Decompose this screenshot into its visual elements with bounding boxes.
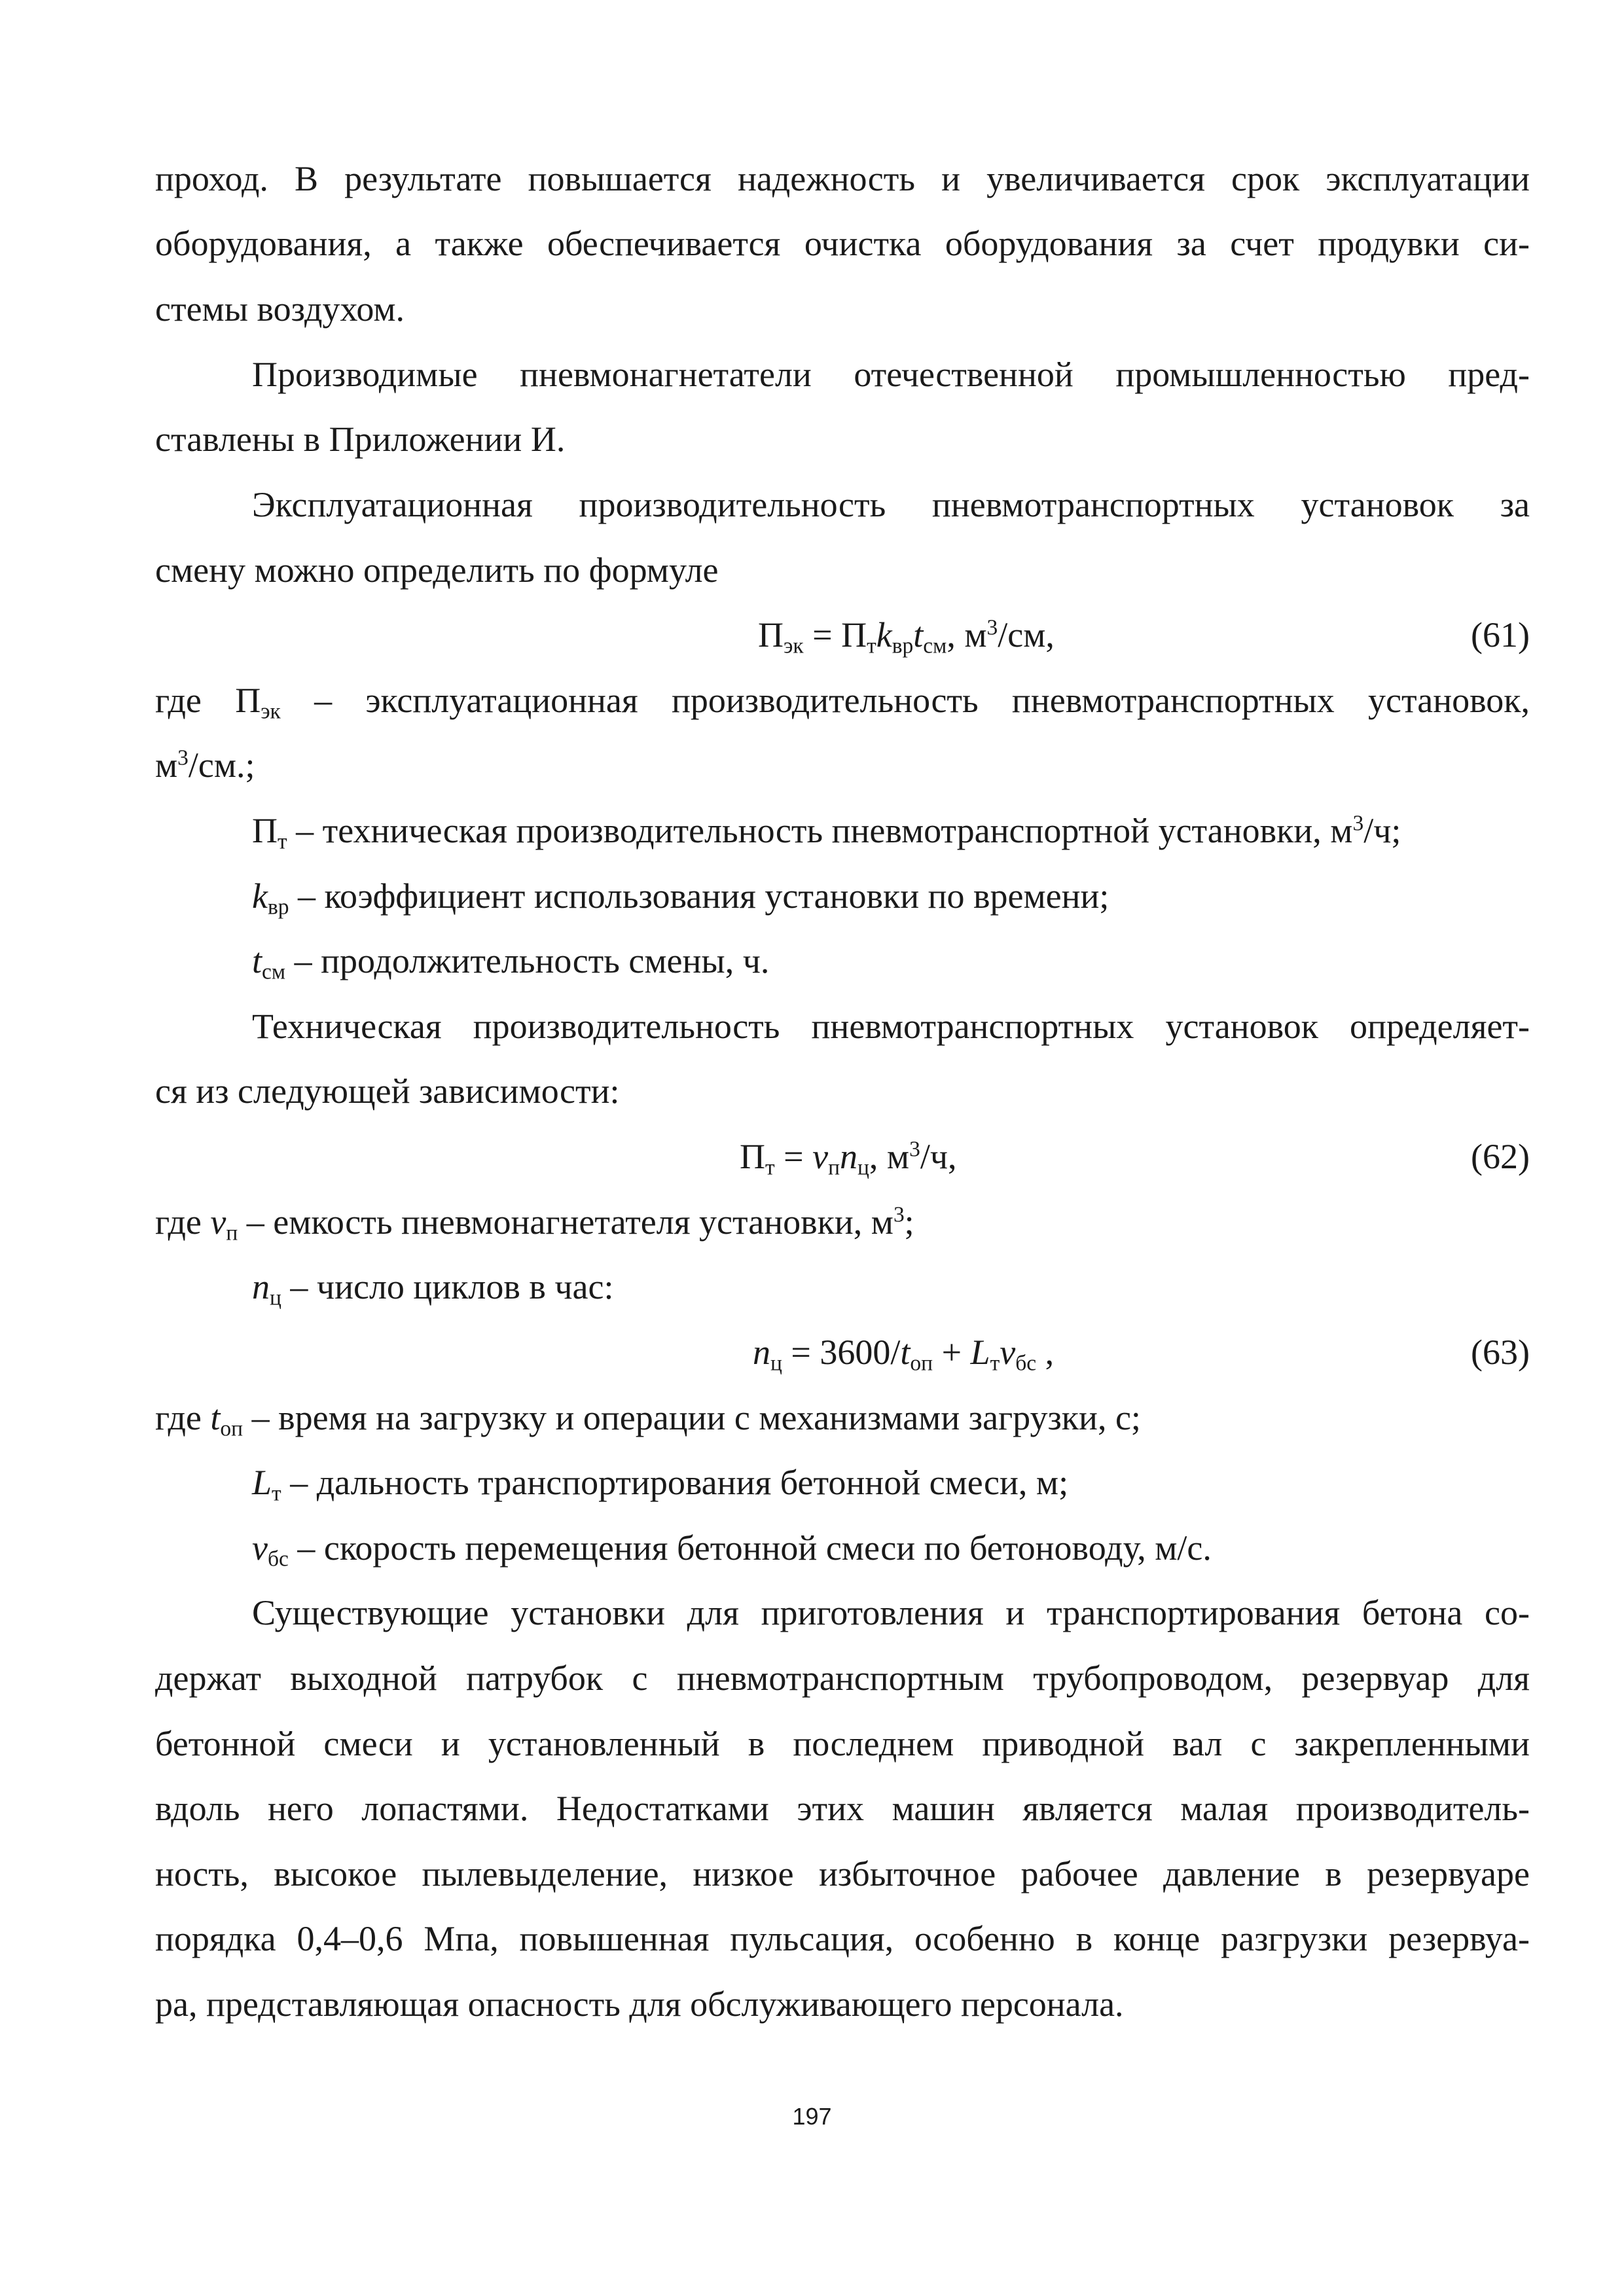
definition-pek: где $П_{эк}$ – эксплуатационная производительность пневмотранспортных установок, (155, 681, 1530, 724)
equation-63-number: (63) (1471, 1333, 1530, 1372)
paragraph-3-line-2: смену можно определить по формуле (155, 550, 719, 590)
definition-tsm: $t_{см}$ – продолжительность смены, ч. (252, 941, 770, 984)
definition-pek-cont: $м^3/см$.; (155, 745, 255, 785)
paragraph-1-line-1: проход. В результате повышается надежность и увеличивается срок эксплуатации (155, 159, 1530, 198)
paragraph-2-line-2: ставлены в Приложении И. (155, 420, 566, 459)
paragraph-5-line-5: ность, высокое пылевыделение, низкое избыточное рабочее давление в резервуаре (155, 1854, 1530, 1893)
paragraph-5-line-1: Существующие установки для приготовления и транспортирования бетона со- (252, 1593, 1530, 1632)
paragraph-1-line-2: оборудования, а также обеспечивается очистка оборудования за счет продувки си- (155, 224, 1530, 263)
definition-lt: $L_т$ – дальность транспортирования бетонной смеси, м; (252, 1463, 1069, 1506)
paragraph-3-line-1: Эксплуатационная производительность пневмотранспортных установок за (252, 485, 1530, 524)
paragraph-5-line-7: ра, представляющая опасность для обслуживающего персонала. (155, 1984, 1124, 2024)
definition-pt: $П_т$ – техническая производительность пневмотранспортной установки, $м^3/ч$; (252, 811, 1401, 854)
paragraph-5-line-6: порядка 0,4–0,6 Мпа, повышенная пульсация, особенно в конце разгрузки резервуа- (155, 1919, 1530, 1958)
equation-62-number: (62) (1471, 1137, 1530, 1176)
paragraph-2-line-1: Производимые пневмонагнетатели отечественной промышленностью пред- (252, 355, 1530, 394)
paragraph-4-line-2: ся из следующей зависимости: (155, 1071, 620, 1111)
definition-kvr: $k_{вр}$ – коэффициент использования установки по времени; (252, 876, 1110, 920)
definition-top: где $t_{оп}$ – время на загрузку и операции с механизмами загрузки, с; (155, 1398, 1141, 1441)
page-number: 197 (792, 2103, 832, 2130)
paragraph-5-line-2: держат выходной патрубок с пневмотранспортным трубопроводом, резервуар для (155, 1659, 1530, 1698)
equation-61: $П_{эк} = П_тk_{вр}t_{см}$, $м^3/см$, (758, 615, 1055, 658)
paragraph-5-line-4: вдоль него лопастями. Недостатками этих машин является малая производитель- (155, 1789, 1530, 1828)
paragraph-1-line-3: стемы воздухом. (155, 289, 405, 329)
equation-63: $n_ц = 3600/t_{оп} + L_тv_{бс}$ , (753, 1333, 1055, 1376)
definition-nc: $n_ц$ – число циклов в час: (252, 1267, 614, 1310)
equation-61-number: (61) (1471, 615, 1530, 655)
definition-vbs: $v_{бс}$ – скорость перемещения бетонной смеси по бетоноводу, м/с. (252, 1528, 1212, 1571)
definition-vp: где $v_п$ – емкость пневмонагнетателя установки, $м^3$; (155, 1202, 914, 1246)
paragraph-5-line-3: бетонной смеси и установленный в последнем приводной вал с закрепленными (155, 1724, 1530, 1763)
paragraph-4-line-1: Техническая производительность пневмотранспортных установок определяет- (252, 1007, 1530, 1046)
equation-62: $П_т = v_пn_ц$, $м^3/ч$, (740, 1137, 957, 1180)
